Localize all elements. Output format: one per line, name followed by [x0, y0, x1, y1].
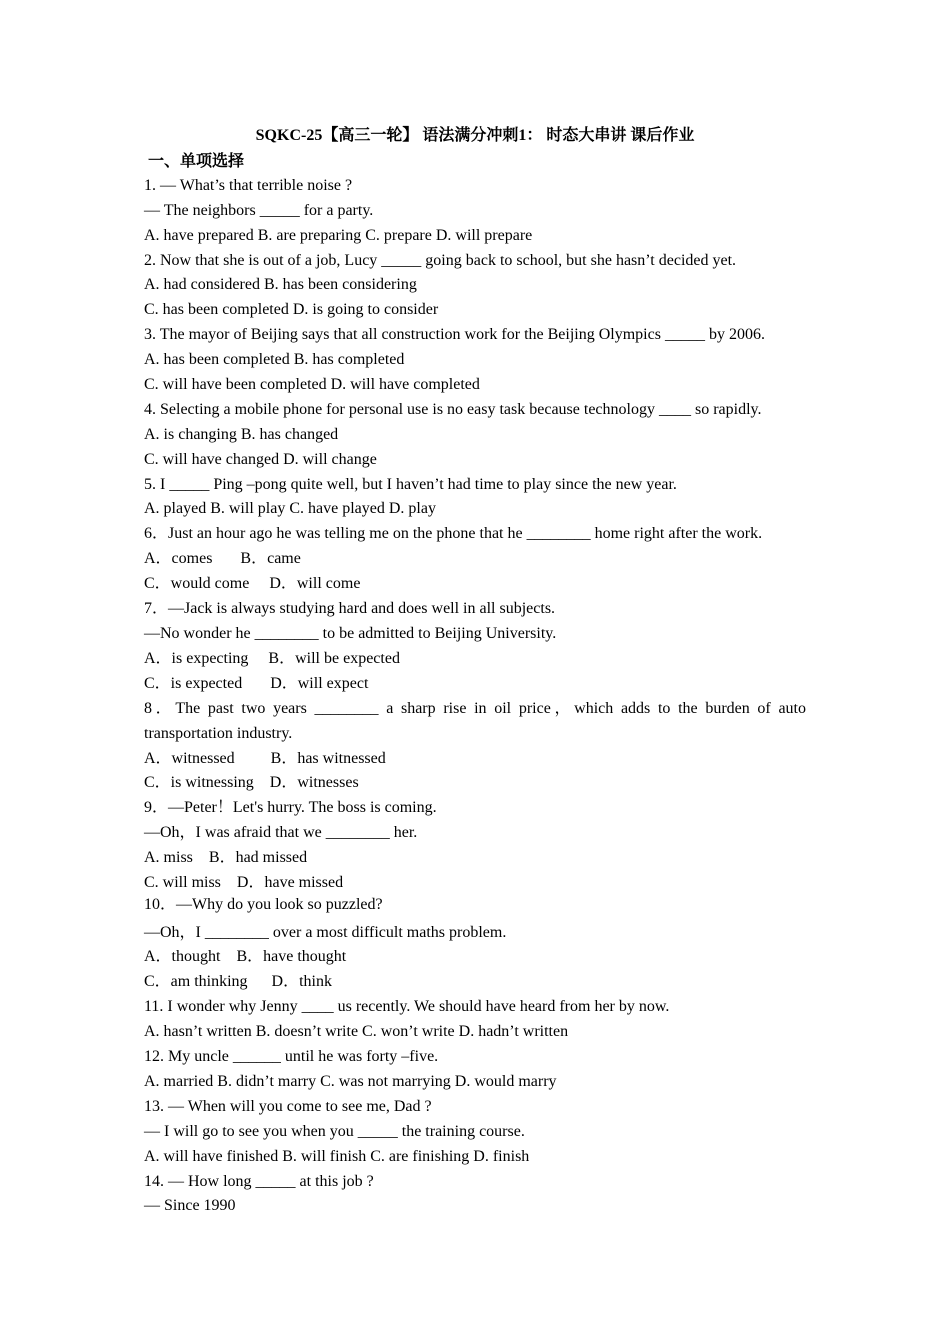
answer-options: C．am thinking D．think	[144, 973, 333, 990]
question-line: 6．Just an hour ago he was telling me on the phone that he ________ home right after the work.	[144, 525, 763, 542]
answer-options: C．is expected D．will expect	[144, 675, 369, 692]
answer-options: C．would come D．will come	[144, 575, 361, 592]
section-heading: 一、单项选择	[148, 153, 245, 170]
answer-options: C. has been completed D. is going to consider	[144, 301, 439, 318]
question-line: 2. Now that she is out of a job, Lucy _____ going back to school, but she hasn’t decided yet.	[144, 252, 737, 269]
question-line: 9．—Peter！Let's hurry. The boss is coming.	[144, 799, 437, 816]
answer-options: A. have prepared B. are preparing C. prepare D. will prepare	[144, 227, 533, 244]
answer-options: A．witnessed B．has witnessed	[144, 750, 386, 767]
question-line: —Oh，I ________ over a most difficult maths problem.	[144, 924, 507, 941]
question-line: 8．The past two years ________ a sharp rise in oil price，which adds to the burden of auto	[144, 700, 806, 717]
question-line: 13. — When will you come to see me, Dad ?	[144, 1098, 432, 1115]
answer-options: A. will have finished B. will finish C. are finishing D. finish	[144, 1148, 530, 1165]
question-line: 10．—Why do you look so puzzled?	[144, 896, 383, 913]
question-line: 4. Selecting a mobile phone for personal use is no easy task because technology ____ so rapidly.	[144, 401, 762, 418]
question-line: 14. — How long _____ at this job ?	[144, 1173, 374, 1190]
question-line: 1. — What’s that terrible noise ?	[144, 177, 353, 194]
question-line: 12. My uncle ______ until he was forty –five.	[144, 1048, 439, 1065]
answer-options: A. miss B．had missed	[144, 849, 308, 866]
question-line: 3. The mayor of Beijing says that all construction work for the Beijing Olympics _____ by 2006.	[144, 326, 765, 343]
question-line: — I will go to see you when you _____ the training course.	[144, 1123, 525, 1140]
page-title: SQKC-25【高三一轮】 语法满分冲刺1： 时态大串讲 课后作业	[255, 127, 695, 144]
answer-options: A. had considered B. has been considering	[144, 276, 417, 293]
question-line: — The neighbors _____ for a party.	[144, 202, 374, 219]
answer-options: C. will have been completed D. will have completed	[144, 376, 480, 393]
answer-options: A. has been completed B. has completed	[144, 351, 405, 368]
answer-options: C．is witnessing D．witnesses	[144, 774, 359, 791]
answer-options: A. played B. will play C. have played D. play	[144, 500, 436, 517]
question-line: — Since 1990	[144, 1197, 236, 1214]
question-line: 11. I wonder why Jenny ____ us recently. We should have heard from her by now.	[144, 998, 670, 1015]
answer-options: A．comes B．came	[144, 550, 301, 567]
answer-options: A．is expecting B．will be expected	[144, 650, 400, 667]
question-line: —No wonder he ________ to be admitted to Beijing University.	[144, 625, 557, 642]
question-line: 5. I _____ Ping –pong quite well, but I haven’t had time to play since the new year.	[144, 476, 677, 493]
answer-options: C. will miss D．have missed	[144, 874, 344, 891]
answer-options: A. married B. didn’t marry C. was not marrying D. would marry	[144, 1073, 557, 1090]
question-line: 7．—Jack is always studying hard and does well in all subjects.	[144, 600, 556, 617]
question-line: transportation industry.	[144, 725, 293, 742]
answer-options: C. will have changed D. will change	[144, 451, 377, 468]
question-line: —Oh，I was afraid that we ________ her.	[144, 824, 418, 841]
answer-options: A. is changing B. has changed	[144, 426, 339, 443]
answer-options: A．thought B．have thought	[144, 948, 347, 965]
answer-options: A. hasn’t written B. doesn’t write C. won’t write D. hadn’t written	[144, 1023, 569, 1040]
